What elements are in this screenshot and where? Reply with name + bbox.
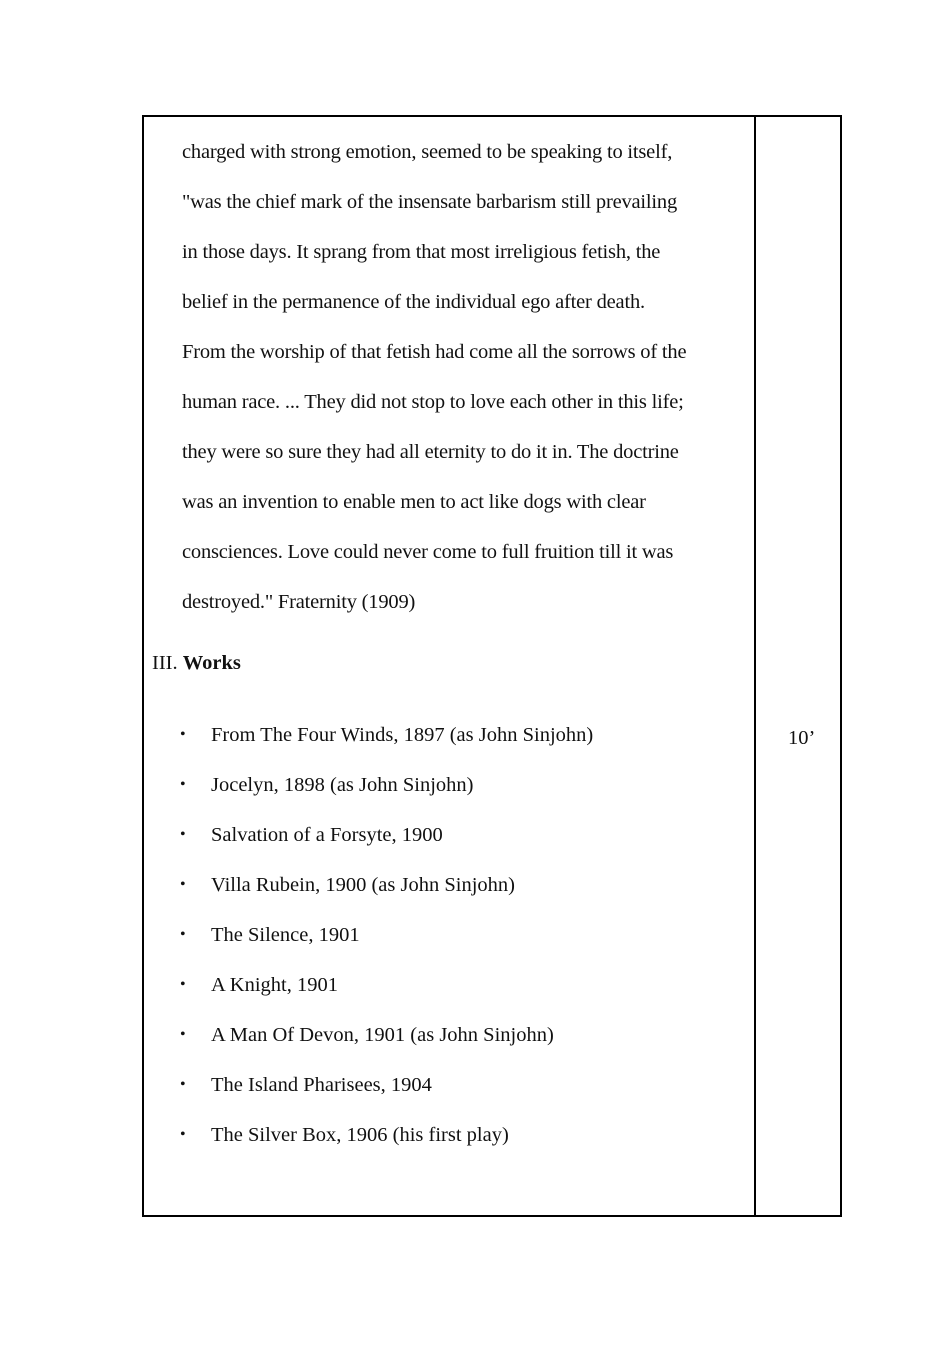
work-title: The Silver Box, 1906 (his first play)	[211, 1124, 509, 1146]
bullet-icon: •	[180, 1076, 186, 1093]
work-title: The Island Pharisees, 1904	[211, 1074, 432, 1096]
duration-cell	[756, 117, 840, 1215]
list-item	[144, 971, 754, 1021]
lesson-table	[142, 115, 842, 1217]
paragraph-line: destroyed." Fraternity (1909)	[182, 591, 416, 613]
paragraph-line: From the worship of that fetish had come all the sorrows of the	[182, 341, 687, 363]
work-title: Jocelyn, 1898 (as John Sinjohn)	[211, 774, 474, 796]
paragraph-line: they were so sure they had all eternity to do it in. The doctrine	[182, 441, 679, 463]
paragraph-line: was an invention to enable men to act like dogs with clear	[182, 491, 646, 513]
list-item	[144, 921, 754, 971]
paragraph-line: belief in the permanence of the individual ego after death.	[182, 291, 645, 313]
bullet-icon: •	[180, 876, 186, 893]
work-title: The Silence, 1901	[211, 924, 360, 946]
work-title: A Man Of Devon, 1901 (as John Sinjohn)	[211, 1024, 554, 1046]
list-item	[144, 871, 754, 921]
paragraph-line: human race. ... They did not stop to love each other in this life;	[182, 391, 684, 413]
list-item	[144, 1071, 754, 1121]
work-title: A Knight, 1901	[211, 974, 338, 996]
list-item	[144, 1021, 754, 1071]
section-numeral: III.	[152, 652, 178, 674]
bullet-icon: •	[180, 826, 186, 843]
work-title: Salvation of a Forsyte, 1900	[211, 824, 443, 846]
paragraph-line: in those days. It sprang from that most irreligious fetish, the	[182, 241, 661, 263]
bullet-icon: •	[180, 1026, 186, 1043]
bullet-icon: •	[180, 726, 186, 743]
bullet-icon: •	[180, 926, 186, 943]
bullet-icon: •	[180, 1126, 186, 1143]
list-item	[144, 821, 754, 871]
paragraph-line: "was the chief mark of the insensate barbarism still prevailing	[182, 191, 678, 213]
works-list	[144, 721, 754, 1171]
work-title: From The Four Winds, 1897 (as John Sinjohn)	[211, 724, 594, 746]
bullet-icon: •	[180, 776, 186, 793]
section-title: Works	[182, 652, 241, 674]
list-item	[144, 771, 754, 821]
paragraph-line: consciences. Love could never come to full fruition till it was	[182, 541, 674, 563]
work-title: Villa Rubein, 1900 (as John Sinjohn)	[211, 874, 515, 896]
list-item	[144, 721, 754, 771]
duration-label: 10’	[788, 727, 816, 749]
paragraph-line: charged with strong emotion, seemed to be speaking to itself,	[182, 141, 673, 163]
list-item	[144, 1121, 754, 1171]
bullet-icon: •	[180, 976, 186, 993]
content-cell	[144, 117, 756, 1215]
quote-paragraph	[182, 127, 754, 627]
section-heading	[152, 649, 241, 677]
